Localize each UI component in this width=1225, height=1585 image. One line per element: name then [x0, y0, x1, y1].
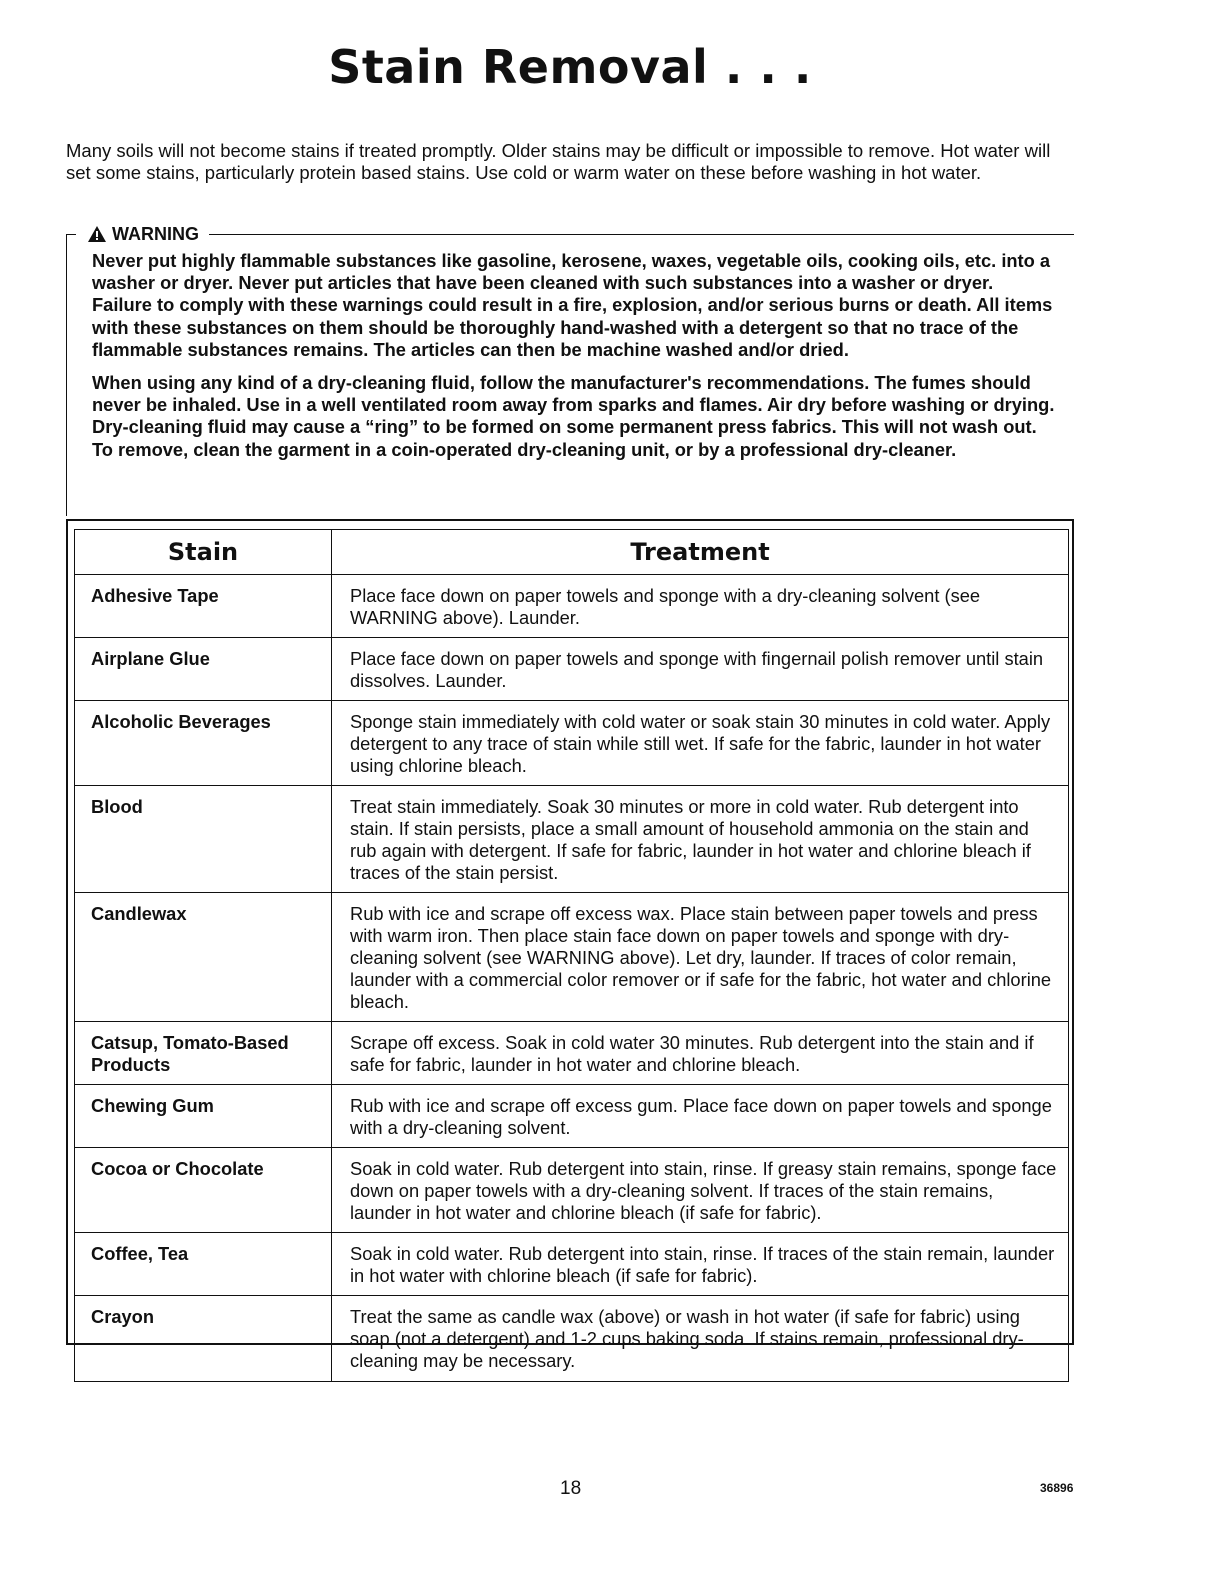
warning-box-top-rule [66, 234, 1074, 235]
stain-column-header: Stain [75, 530, 332, 575]
table-row [75, 575, 1069, 638]
warning-body [92, 250, 1057, 472]
page-number: 18 [560, 1478, 582, 1499]
table-row [75, 1233, 1069, 1296]
table-row [75, 786, 1069, 893]
stain-treatment: Place face down on paper towels and sponge with a dry-cleaning solvent (see WARNING above). Launder. [332, 575, 1069, 638]
stain-name: Blood [75, 786, 332, 893]
table-row [75, 638, 1069, 701]
table-row [75, 1296, 1069, 1382]
page-title: Stain Removal . . . [328, 40, 812, 94]
stain-name: Crayon [75, 1296, 332, 1382]
stain-treatment: Treat the same as candle wax (above) or wash in hot water (if safe for fabric) using soap (not a detergent) and 1-2 cups baking soda. If stains remain, professional dry-cleaning may be necessary. [332, 1296, 1069, 1382]
stain-treatment: Scrape off excess. Soak in cold water 30 minutes. Rub detergent into the stain and if safe for fabric, launder in hot water and chlorine bleach. [332, 1022, 1069, 1085]
document-code: 36896 [1040, 1481, 1074, 1495]
stain-name: Cocoa or Chocolate [75, 1148, 332, 1233]
stain-name: Chewing Gum [75, 1085, 332, 1148]
table-row [75, 701, 1069, 786]
stain-treatment: Soak in cold water. Rub detergent into stain, rinse. If greasy stain remains, sponge face down on paper towels with a dry-cleaning solvent. If traces of the stain remains, launder in hot water and chlorine bleach (if safe for fabric). [332, 1148, 1069, 1233]
stain-name: Alcoholic Beverages [75, 701, 332, 786]
stain-name: Candlewax [75, 893, 332, 1022]
warning-label: WARNING [112, 224, 199, 244]
stain-name: Catsup, Tomato-Based Products [75, 1022, 332, 1085]
stain-treatment: Rub with ice and scrape off excess gum. Place face down on paper towels and sponge with a dry-cleaning solvent. [332, 1085, 1069, 1148]
treatment-column-header: Treatment [332, 530, 1069, 575]
stain-treatment: Soak in cold water. Rub detergent into stain, rinse. If traces of the stain remain, launder in hot water with chlorine bleach (if safe for fabric). [332, 1233, 1069, 1296]
table-row [75, 1022, 1069, 1085]
stain-name: Coffee, Tea [75, 1233, 332, 1296]
table-row [75, 893, 1069, 1022]
stain-name: Adhesive Tape [75, 575, 332, 638]
stain-treatment-table [74, 529, 1069, 1382]
table-header-row [75, 530, 1069, 575]
table-row [75, 1148, 1069, 1233]
warning-paragraph-dry-cleaning: When using any kind of a dry-cleaning fluid, follow the manufacturer's recommendations. The fumes should never be inhaled. Use in a well ventilated room away from sparks and flames. Air dry before washing or drying. Dry-cleaning fluid may cause a “ring” to be formed on some permanent press fabrics. This will not wash out. To remove, clean the garment in a coin-operated dry-cleaning unit, or by a professional dry-cleaner. [92, 372, 1055, 460]
stain-treatment: Treat stain immediately. Soak 30 minutes or more in cold water. Rub detergent into stain. If stain persists, place a small amount of household ammonia on the stain and rub again with detergent. If safe for fabric, launder in hot water and chlorine bleach if traces of the stain persist. [332, 786, 1069, 893]
intro-paragraph: Many soils will not become stains if treated promptly. Older stains may be difficult or impossible to remove. Hot water will set some stains, particularly protein based stains. Use cold or warm water on these before washing in hot water. [66, 140, 1051, 183]
stain-treatment: Sponge stain immediately with cold water or soak stain 30 minutes in cold water. Apply detergent to any trace of stain while still wet. If safe for the fabric, launder in hot water using chlorine bleach. [332, 701, 1069, 786]
warning-paragraph-flammable: Never put highly flammable substances like gasoline, kerosene, waxes, vegetable oils, cooking oils, etc. into a washer or dryer. Never put articles that have been cleaned with such substances into a washer or dryer. Failure to comply with these warnings could result in a fire, explosion, and/or serious burns or death. All items with these substances on them should be thoroughly hand-washed with a detergent so that no trace of the flammable substances remains. The articles can then be machine washed and/or dried. [92, 250, 1053, 360]
stain-treatment: Place face down on paper towels and sponge with fingernail polish remover until stain dissolves. Launder. [332, 638, 1069, 701]
stain-treatment: Rub with ice and scrape off excess wax. Place stain between paper towels and press with warm iron. Then place stain face down on paper towels and sponge with dry-cleaning solvent (see WARNING above). Let dry, launder. If traces of color remain, launder with a commercial color remover or if safe for the fabric, hot water and chlorine bleach. [332, 893, 1069, 1022]
warning-header [76, 222, 209, 246]
table-row [75, 1085, 1069, 1148]
warning-box-left-rule [66, 234, 67, 516]
stain-name: Airplane Glue [75, 638, 332, 701]
warning-triangle-icon [88, 226, 106, 242]
